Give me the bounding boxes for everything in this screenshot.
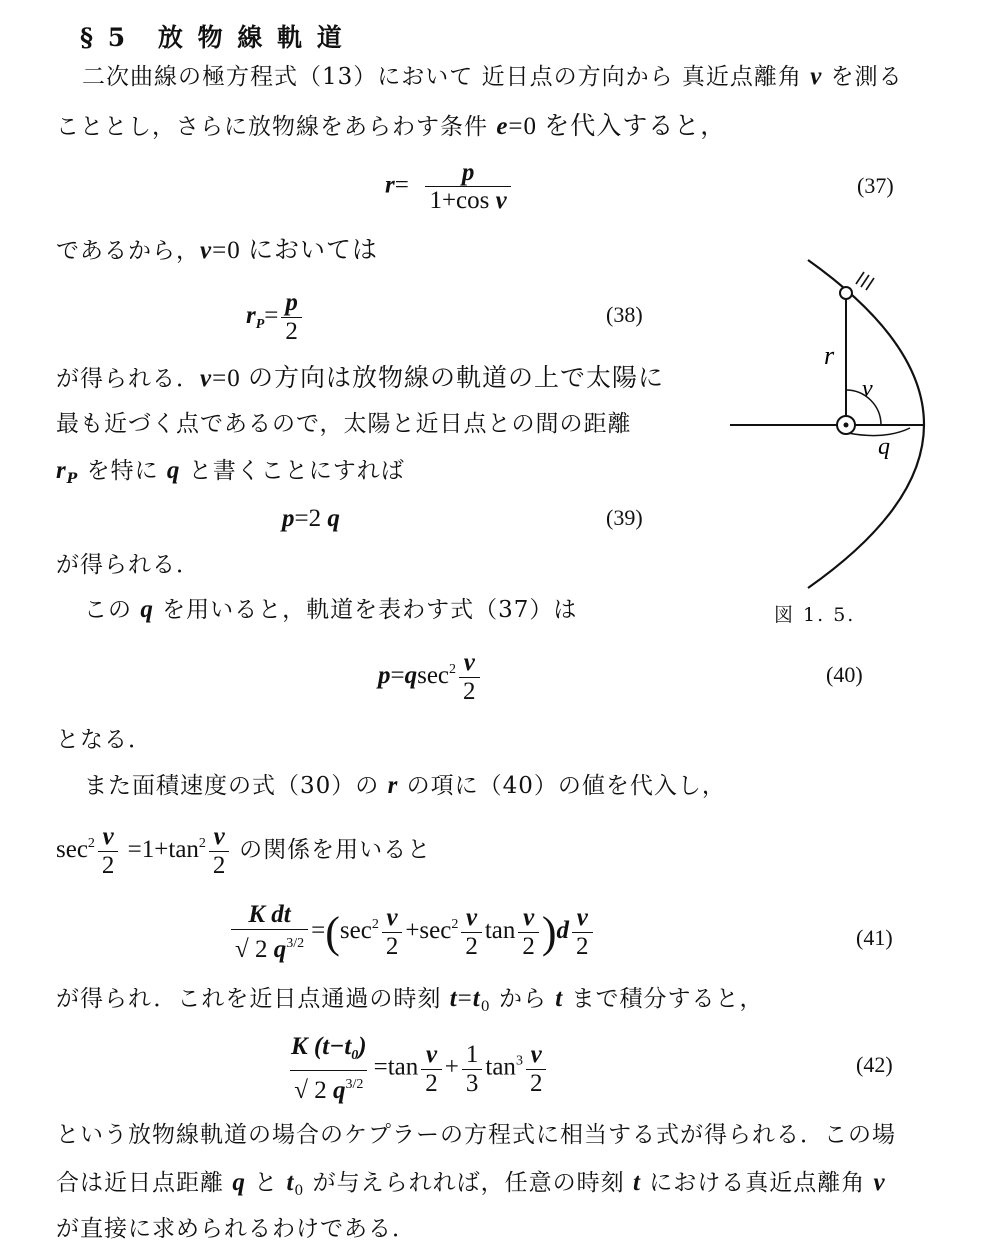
equation-number-40: (40) [826,662,863,687]
equation-42: $\frac{K (t-t_0)}{√ 2 q^{3/2}}$ =tan $\frac{v}{2}$ + $\frac{1}{3}$ $\tan^3$ $\frac{v}{2}$ [284,1034,549,1104]
equation-39: p=2 q [282,505,340,532]
para9: が得られ．これを近日点通過の時刻 $t=t_0$ から t まで積分すると， [56,985,764,1015]
section-title: 放 物 線 軌 道 [157,23,345,52]
para3-line1: が得られる．v=0 の方向は放物線の軌道の上で太陽に [56,365,664,392]
fraction: $\frac{p}{\text{1+cos v}}$ [412,160,525,214]
equation-38: $r_P=$ $\frac{p}{2}$ [246,290,305,345]
figure-caption: 図 1. 5. [774,604,856,626]
section-mark: § 5 [80,23,129,52]
sun-center [844,423,849,428]
figure-label-r: r [824,341,835,370]
planet-marker [840,287,852,299]
equation-number-37: (37) [857,173,894,198]
equation-40: p=qsec$^2$ $\frac{v}{2}$ [378,650,483,705]
para1-line1: 二次曲線の極方程式（13）において 近日点の方向から 真近点離角 v を測る [82,63,903,90]
para7: また面積速度の式（30）の r の項に（40）の値を代入し， [84,772,726,799]
section-heading [80,18,345,54]
para5: この q を用いると，軌道を表わす式（37）は [84,596,578,623]
para6: となる． [56,727,152,753]
para10-line3: が直接に求められるわけである． [56,1216,416,1242]
equation-number-41: (41) [856,925,893,950]
figure-label-v: v [862,376,873,402]
equation-37: r= $\frac{p}{\text{1+cos v}}$ [385,160,527,214]
equation-number-42: (42) [856,1052,893,1077]
figure-parabola-orbit [720,250,960,595]
motion-tick [861,275,869,287]
equation-number-39: (39) [606,505,643,530]
para3-line3: $r_P$ を特に q と書くことにすれば [56,457,405,487]
para10-line2: 合は近日点距離 q と $t_0$ が与えられれば，任意の時刻 t における真近点離角 v [56,1169,886,1199]
motion-tick [856,272,864,284]
para2: であるから，v=0 においては [56,237,378,264]
para8-relation: $\sec^2$ $\frac{v}{2}$ $=1+\tan^2$ $\frac{v}{2}$ の関係を用いると [56,823,432,879]
figure-label-q: q [878,434,890,460]
para10-line1: という放物線軌道の場合のケプラーの方程式に相当する式が得られる．この場 [56,1122,896,1148]
para4: が得られる． [56,552,200,578]
para1-line2: こととし，さらに放物線をあらわす条件 e=0 を代入すると， [56,113,727,140]
motion-tick [866,278,874,290]
equation-number-38: (38) [606,302,643,327]
equation-41: $\frac{\text{K dt}}{√ 2 q^{3/2}}$ $=(\sec^2$ $\frac{v}{2}$ $+\sec^2$ $\frac{v}{2}$ tan $\frac{v}{2}$ )d $\frac{v}{2}$ [228,902,596,963]
para3-line2: 最も近づく点であるので，太陽と近日点との間の距離 [56,411,632,437]
